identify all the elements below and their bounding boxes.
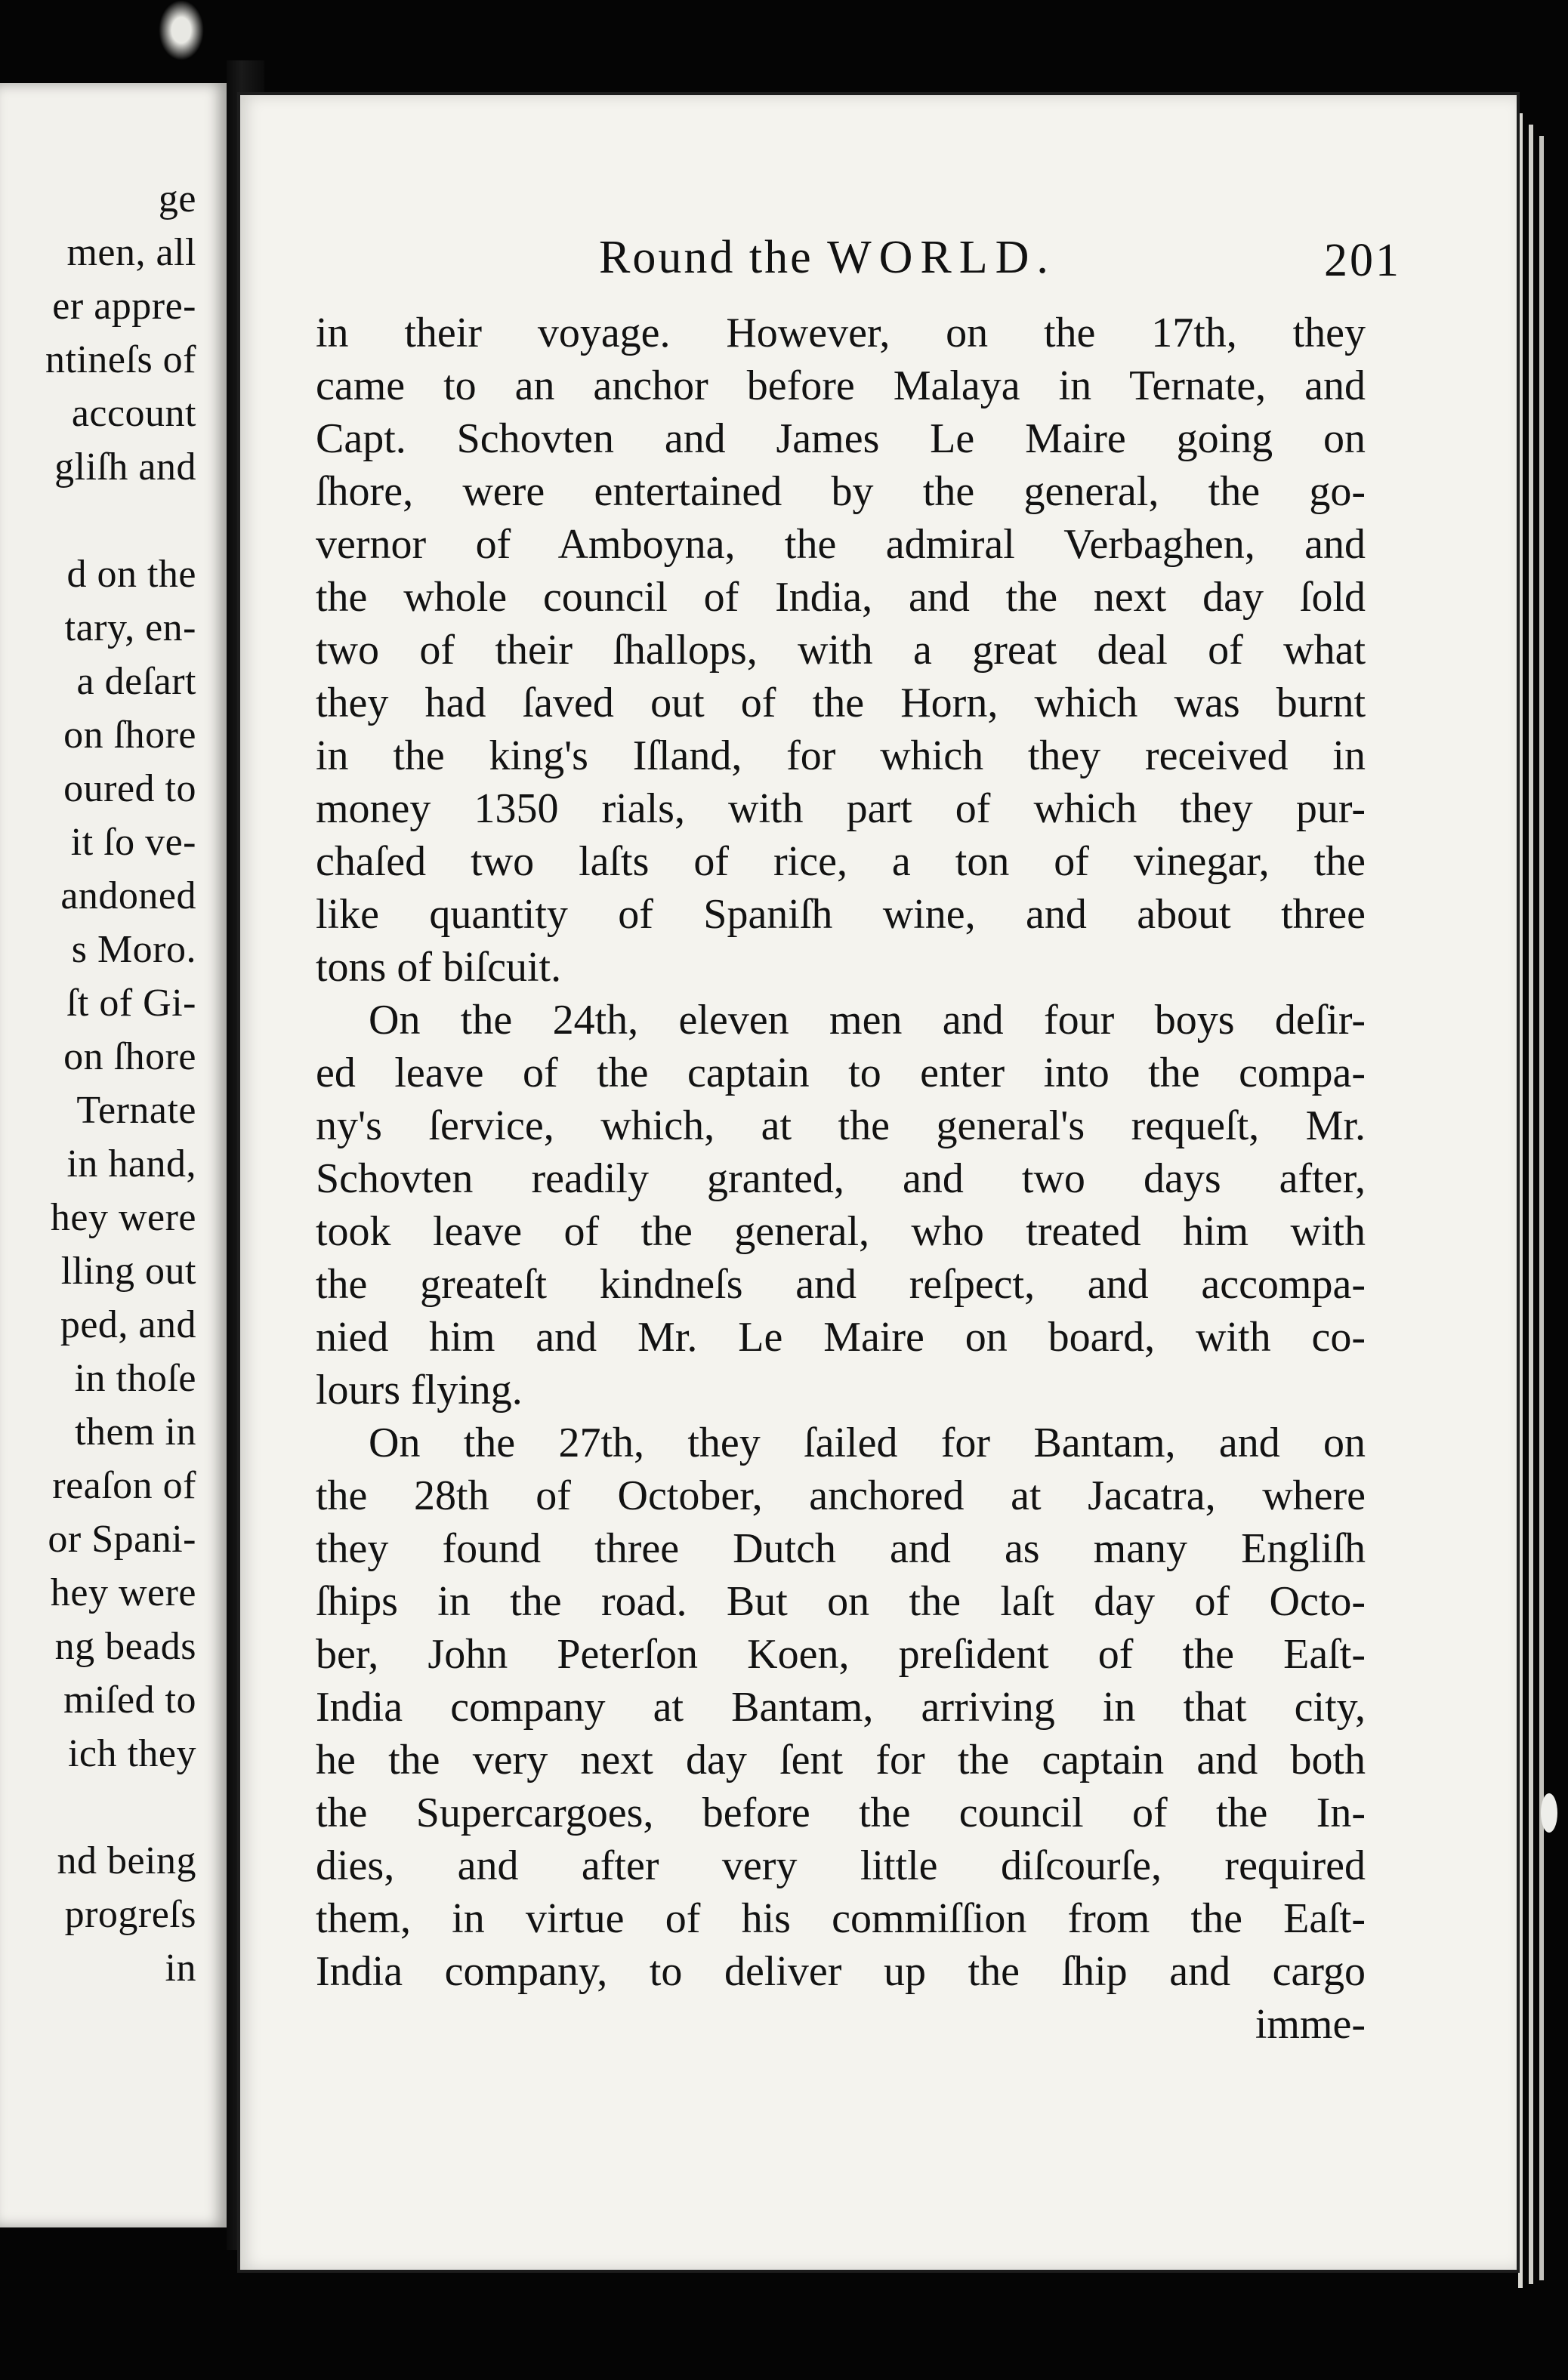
left-page-line: andoned	[60, 874, 196, 917]
left-page-line: tary, en-	[64, 606, 196, 649]
left-page-line: nd being	[57, 1839, 196, 1882]
text-line: the greateſt kindneſs and reſpect, and accompa-	[316, 1261, 1366, 1308]
text-line: India company, to deliver up the ſhip and cargo	[316, 1948, 1366, 1995]
scan-speck	[1541, 1793, 1557, 1833]
text-line: Schovten readily granted, and two days after,	[316, 1155, 1366, 1202]
left-page-line: it ſo ve-	[70, 821, 196, 864]
right-page	[240, 95, 1517, 2270]
page-edge	[1539, 136, 1544, 2280]
text-line: the Supercargoes, before the council of the In-	[316, 1790, 1366, 1836]
page-edge	[1518, 113, 1523, 2288]
running-head-title	[599, 231, 1056, 285]
text-line: ſhore, were entertained by the general, the go-	[316, 468, 1366, 515]
left-page-line: er appre-	[52, 285, 196, 328]
left-page-line: Ternate	[76, 1089, 196, 1132]
left-page-line: hey were	[50, 1196, 196, 1239]
left-page-line	[0, 1780, 227, 1834]
left-page-line: in	[165, 1947, 196, 1990]
left-page-line: ſt of Gi-	[66, 982, 196, 1025]
text-line: dies, and after very little diſcourſe, required	[316, 1842, 1366, 1889]
left-page-line: ge	[158, 177, 196, 220]
left-page-line: a deſart	[76, 660, 196, 703]
text-line: ny's ſervice, which, at the general's requeſt, Mr.	[316, 1102, 1366, 1149]
text-line: On the 27th, they ſailed for Bantam, and on	[369, 1420, 1366, 1466]
left-page-line: in hand,	[66, 1142, 196, 1185]
text-line: On the 24th, eleven men and four boys deſir-	[369, 997, 1366, 1044]
page-edge	[1529, 125, 1533, 2284]
running-head-title-caps: WORLD.	[827, 232, 1056, 283]
left-page-line: reaſon of	[52, 1464, 196, 1507]
left-page-text	[0, 172, 227, 1995]
left-facing-page	[0, 83, 227, 2227]
text-line: the whole council of India, and the next day ſold	[316, 574, 1366, 621]
page-tear-mark	[159, 0, 204, 60]
left-page-line: or Spani-	[48, 1518, 196, 1561]
text-line: two of their ſhallops, with a great deal of what	[316, 627, 1366, 674]
text-line: vernor of Amboyna, the admiral Verbaghen, and	[316, 521, 1366, 568]
left-page-line: on ſhore	[63, 714, 196, 757]
left-page-line: progreſs	[64, 1893, 196, 1936]
text-line: them, in virtue of his commiſſion from the Eaſt-	[316, 1895, 1366, 1942]
catchword: imme-	[1255, 2001, 1366, 2048]
left-page-line: in thoſe	[74, 1357, 196, 1400]
text-line: the 28th of October, anchored at Jacatra, where	[316, 1472, 1366, 1519]
left-page-line: men, all	[66, 231, 196, 274]
left-page-line: oured to	[63, 767, 196, 810]
left-page-line: ped, and	[60, 1303, 196, 1346]
running-head-title-lead: Round the	[599, 232, 828, 283]
text-line: ed leave of the captain to enter into the compa-	[316, 1050, 1366, 1096]
text-line: lours flying.	[316, 1367, 523, 1414]
text-line: India company at Bantam, arriving in that city,	[316, 1684, 1366, 1731]
text-line: in their voyage. However, on the 17th, they	[316, 310, 1366, 356]
text-line: he the very next day ſent for the captain and both	[316, 1737, 1366, 1783]
left-page-line: s Moro.	[71, 928, 196, 971]
text-line: tons of biſcuit.	[316, 944, 562, 991]
left-page-line: lling out	[60, 1250, 196, 1293]
text-line: Capt. Schovten and James Le Maire going on	[316, 415, 1366, 462]
left-page-line: them in	[75, 1410, 196, 1454]
page-number: 201	[1324, 235, 1401, 286]
body-text	[316, 307, 1366, 2051]
left-page-line: ich they	[67, 1732, 196, 1775]
left-page-line: gliſh and	[54, 445, 196, 489]
running-head	[240, 231, 1517, 299]
left-page-line: hey were	[50, 1571, 196, 1614]
left-page-line	[0, 494, 227, 547]
left-page-line: on ſhore	[63, 1035, 196, 1078]
text-line: chaſed two laſts of rice, a ton of vinegar, the	[316, 838, 1366, 885]
text-line: ſhips in the road. But on the laſt day of Octo-	[316, 1578, 1366, 1625]
text-line: took leave of the general, who treated him with	[316, 1208, 1366, 1255]
text-line: in the king's Iſland, for which they received in	[316, 732, 1366, 779]
left-page-line: ntineſs of	[45, 338, 196, 381]
text-line: ber, John Peterſon Koen, preſident of the Eaſt-	[316, 1631, 1366, 1678]
left-page-line: miſed to	[63, 1679, 196, 1722]
left-page-line: account	[71, 392, 196, 435]
text-line: like quantity of Spaniſh wine, and about three	[316, 891, 1366, 938]
text-line: money 1350 rials, with part of which they pur-	[316, 785, 1366, 832]
left-page-line: ng beads	[54, 1625, 196, 1668]
text-line: came to an anchor before Malaya in Ternate, and	[316, 362, 1366, 409]
left-page-line: d on the	[66, 553, 196, 596]
text-line: they had ſaved out of the Horn, which was burnt	[316, 680, 1366, 726]
text-line: nied him and Mr. Le Maire on board, with co-	[316, 1314, 1366, 1361]
text-line: they found three Dutch and as many Engliſh	[316, 1525, 1366, 1572]
